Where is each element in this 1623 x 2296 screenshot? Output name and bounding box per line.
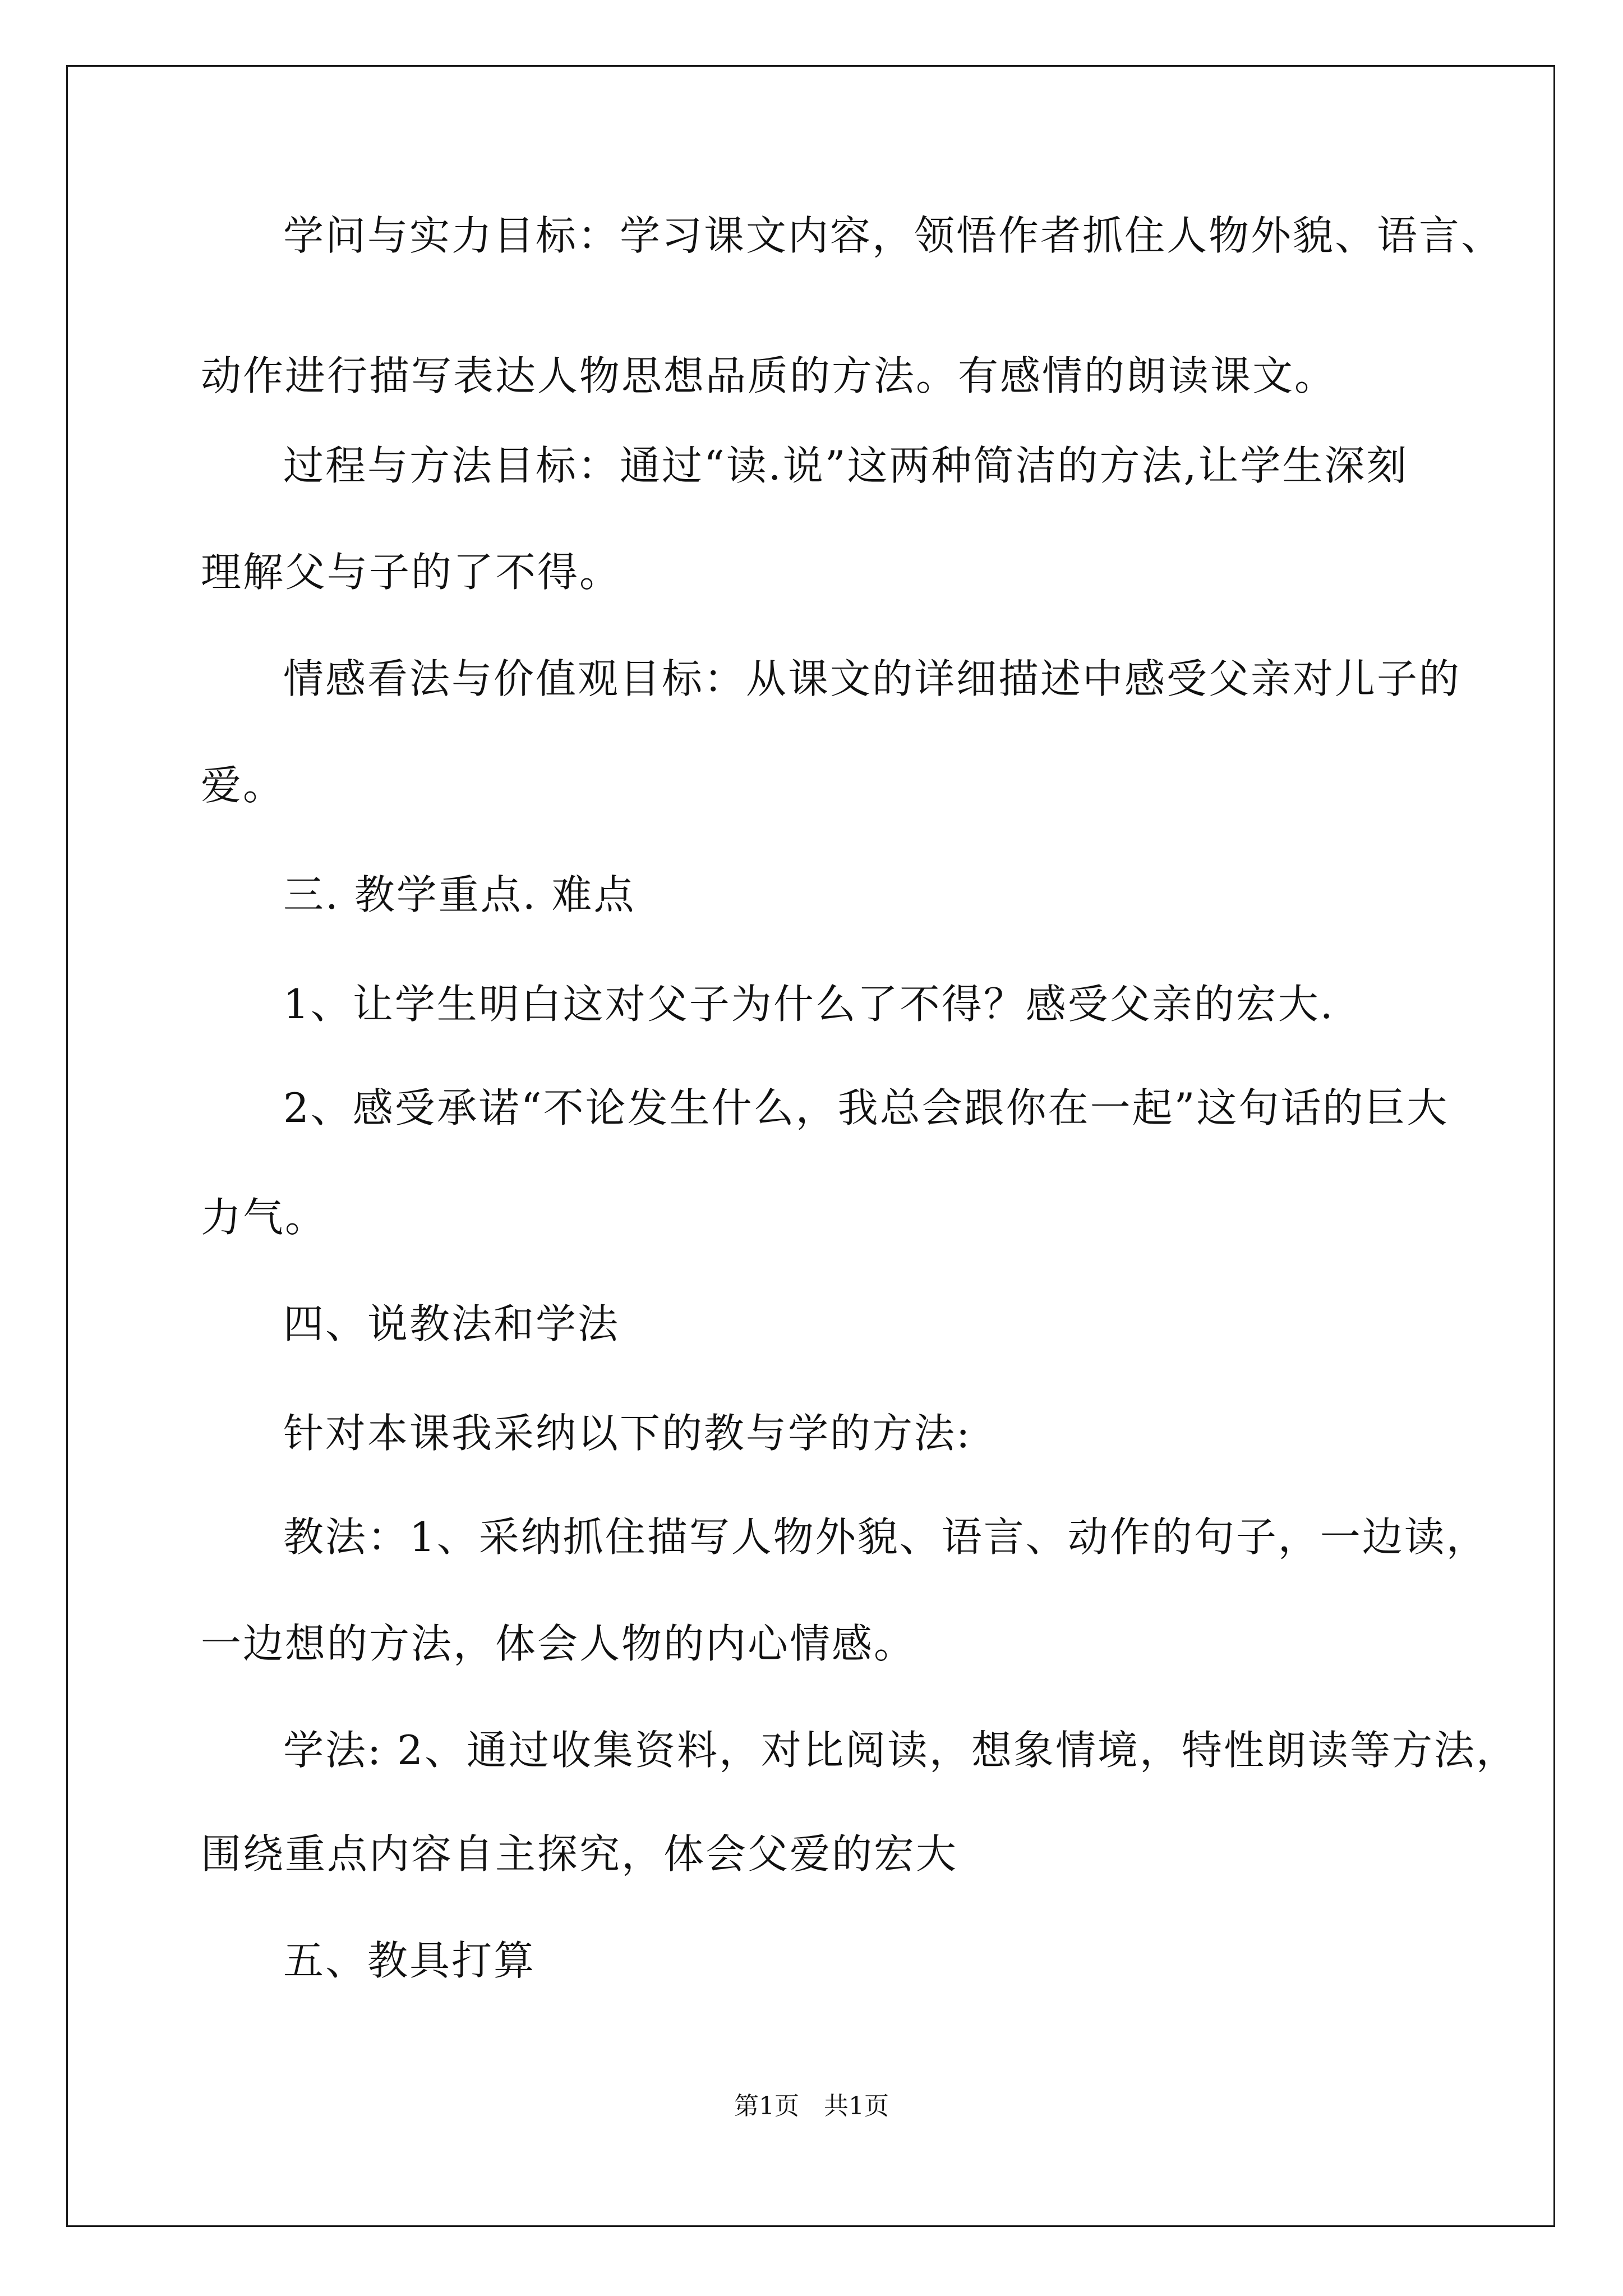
- text-line: 学法: 2、通过收集资料，对比阅读，想象情境，特性朗读等方法，: [283, 1727, 1518, 1774]
- text-line: 一边想的方法，体会人物的内心情感。: [201, 1620, 916, 1667]
- text-line: 情感看法与价值观目标：从课文的详细描述中感受父亲对儿子的: [283, 655, 1461, 702]
- text-line: 爱。: [201, 762, 285, 809]
- text-line: 针对本课我采纳以下的教与学的方法:: [283, 1410, 972, 1457]
- section-heading: 三. 教学重点. 难点: [283, 871, 636, 918]
- text-line: 围绕重点内容自主探究，体会父爱的宏大: [201, 1830, 958, 1878]
- section-heading: 四、说教法和学法: [283, 1300, 620, 1347]
- text-line: 过程与方法目标：通过“读.说”这两种简洁的方法,让学生深刻: [283, 442, 1409, 489]
- text-line: 理解父与子的了不得。: [201, 549, 622, 596]
- section-heading: 五、教具打算: [283, 1937, 536, 1984]
- text-line: 力气。: [201, 1194, 328, 1241]
- text-line: 2、感受承诺“不论发生什么，我总会跟你在一起”这句话的巨大: [283, 1084, 1449, 1131]
- text-line: 动作进行描写表达人物思想品质的方法。有感情的朗读课文。: [201, 352, 1337, 399]
- page-number: 第1页: [734, 2092, 799, 2120]
- page-total: 共1页: [824, 2092, 889, 2120]
- text-line: 学问与实力目标：学习课文内容，领悟作者抓住人物外貌、语言、: [283, 212, 1504, 259]
- page-footer: [0, 2090, 1623, 2123]
- text-line: 教法：1、采纳抓住描写人物外貌、语言、动作的句子，一边读，: [283, 1513, 1488, 1561]
- text-line: 1、让学生明白这对父子为什么了不得？感受父亲的宏大.: [283, 981, 1335, 1028]
